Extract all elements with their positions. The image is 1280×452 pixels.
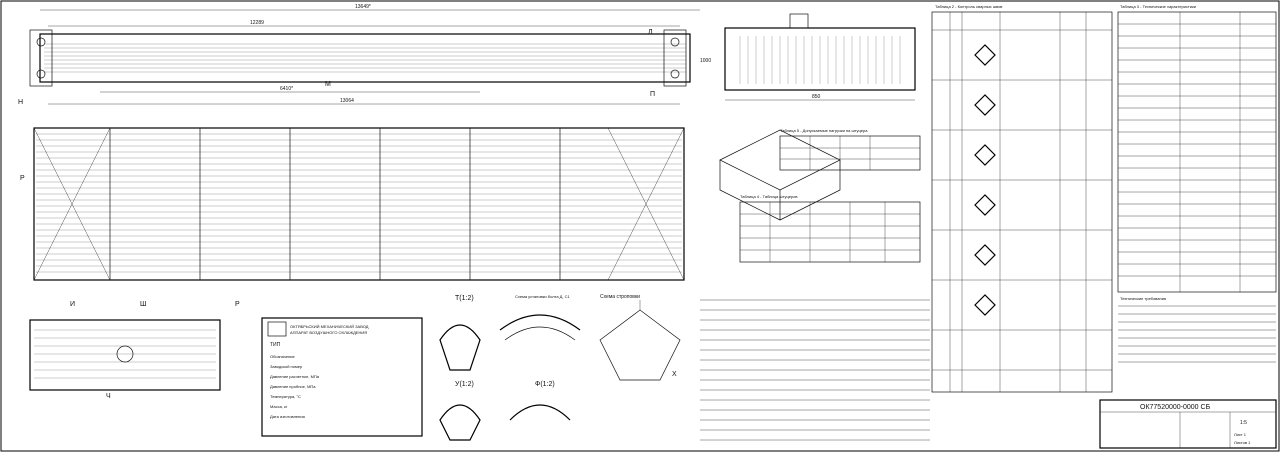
dim-side-w: 850	[812, 94, 821, 100]
notes-title: Технические требования	[1120, 296, 1167, 301]
label-M: М	[325, 81, 331, 88]
plate-subtitle: АППАРАТ ВОЗДУШНОГО ОХЛАЖДЕНИЯ	[290, 330, 368, 335]
caption-sling: Схема строповки	[600, 294, 640, 300]
plate-model: ТИП	[270, 342, 281, 348]
label-T2: Т(1:2)	[455, 295, 474, 302]
label-L: Л	[648, 29, 653, 36]
label-Ch: Ч	[106, 393, 111, 400]
dim-d4: 6410*	[280, 86, 294, 92]
plate-line-4: Давление пробное, МПа	[270, 384, 316, 389]
label-Sh: Ш	[140, 301, 147, 308]
sheets-total: Листов 1	[1234, 440, 1251, 445]
dim-d3: 13064	[340, 98, 354, 104]
plate-title: ОКТЯБРЬСКИЙ МЕХАНИЧЕСКИЙ ЗАВОД	[290, 324, 369, 329]
label-U: У(1:2)	[455, 381, 474, 388]
plate-line-2: Заводской номер	[270, 364, 303, 369]
designation: ОК77520000-0000 СБ	[1140, 404, 1211, 411]
label-N: Н	[18, 99, 24, 106]
label-X: Х	[672, 371, 677, 378]
plate-line-1: Обозначение	[270, 354, 295, 359]
caption-weld-left: Схема установки болта Д, С1	[515, 294, 570, 299]
dim-side-h: 1000	[700, 58, 712, 64]
table5-title: Таблица 5 - Допускаемые нагрузки на штуцера	[780, 128, 868, 133]
plate-line-6: Масса, кг	[270, 404, 288, 409]
dim-overall: 13649*	[355, 4, 371, 10]
plate-line-5: Температура, °С	[270, 394, 301, 399]
label-R2: Р	[235, 301, 240, 308]
dim-d2: 12289	[250, 20, 264, 26]
sheet-number: Лист 1	[1234, 432, 1247, 437]
label-R: Р	[20, 175, 25, 182]
label-I: И	[70, 301, 76, 308]
label-P-top: П	[650, 91, 656, 98]
scale: 1:5	[1240, 420, 1247, 426]
table2-title: Таблица 2 - Контроль сварных швов	[935, 4, 1003, 9]
table4-title: Таблица 4 - Таблица штуцеров	[740, 194, 798, 199]
plate-line-7: Дата изготовления	[270, 414, 305, 419]
table3-title: Таблица 3 - Технические характеристики	[1120, 4, 1196, 9]
plate-line-3: Давление расчетное, МПа	[270, 374, 320, 379]
label-F: Ф(1:2)	[535, 381, 555, 388]
